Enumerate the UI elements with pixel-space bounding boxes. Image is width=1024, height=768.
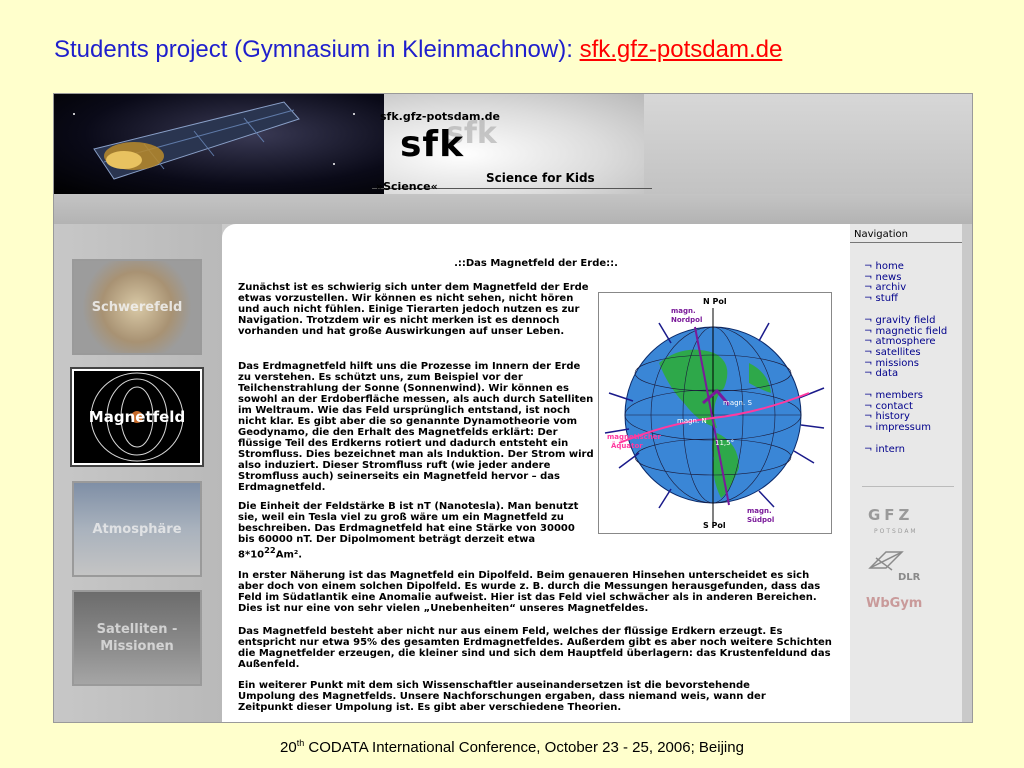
nav-link-members[interactable]: ¬ members <box>864 390 924 402</box>
magn-suedpol-label-2: Südpol <box>747 516 775 524</box>
nav-link-atmosphere[interactable]: ¬ atmosphere <box>864 336 936 348</box>
nav-tile-label: Schwerefeld <box>91 299 183 315</box>
nav-tile-satelliten[interactable] <box>72 590 202 686</box>
nav-tile-label <box>97 621 178 655</box>
content-paragraph: In erster Näherung ist das Magnetfeld ein Dipolfeld. Beim genaueren Hinsehen unterscheidet es sich aber doch von einem solchen Dipolfeld. Es wurde z. B. durch die Messungen herausgefunden, dass das Feld im Südatlantik eine Anomalie aufweist. Hier ist das Feld viel schwächer als in anderen Bereichen. Dies ist nur eine von sehr vielen „Unebenheiten“ unseres Magnetfeldes. <box>238 570 821 614</box>
nav-tile-magnetfeld[interactable] <box>72 369 202 465</box>
paragraph-text: Die Einheit der Feldstärke B ist nT (Nanotesla). Man benutzt sie, weil ein Tesla viel zu groß wäre um ein Magnetfeld zu beschreiben. Das Erdmagnetfeld hat eine Stärke von 30000 bis 60000 nT. Der Dipolmoment beträgt derzeit etwa 8*10 <box>238 501 579 561</box>
nav-link-satellites[interactable]: ¬ satellites <box>864 346 921 358</box>
content-paragraph: Ein weiterer Punkt mit dem sich Wissenschaftler auseinandersetzen ist die bevorstehende Umpolung des Magnetfelds. Unsere Nachforschungen ergaben, dass niemand weis, wann der Zeitpunkt dieser Umpolung ist. Es gibt aber verschiedene Theorien. <box>238 680 766 713</box>
content-panel <box>222 224 850 722</box>
slide-title-text: Students project (Gymnasium in Kleinmachnow): <box>54 36 580 63</box>
nav-link-home[interactable]: ¬ home <box>864 261 904 272</box>
nav-tile-label-line2: Missionen <box>100 639 174 654</box>
content-paragraph <box>238 501 594 560</box>
content-paragraph: Zunächst ist es schwierig sich unter dem Magnetfeld der Erde etwas vorzustellen. Wir können es nicht sehen, nicht hören und auch nicht fühlen. Einige Tierarten jedoch nutzen es zur Navigation. Trotzdem wir es nicht merken ist es dennoch vorhanden und hat große Auswirkungen auf unser Leben. <box>238 282 589 337</box>
nav-tile-label: Magnetfeld <box>88 407 186 426</box>
footer-number: 20 <box>280 739 297 756</box>
sfk-logo-shadow: sfk <box>446 116 497 151</box>
n-pol-label: N Pol <box>703 297 727 306</box>
earth-globe-icon <box>599 293 831 533</box>
magn-n-label: magn. N <box>677 417 707 425</box>
nav-link-news[interactable]: ¬ news <box>864 271 902 283</box>
gfz-logo-subtitle: POTSDAM <box>874 528 918 535</box>
nav-link-intern[interactable]: ¬ intern <box>864 443 906 455</box>
s-pol-label: S Pol <box>703 521 726 530</box>
nav-tile-schwerefeld[interactable] <box>72 259 202 355</box>
navigation-list <box>864 262 947 456</box>
nav-link-magnetic-field[interactable]: ¬ magnetic field <box>864 325 948 337</box>
footer-ordinal: th <box>296 738 305 748</box>
right-nav <box>850 224 972 722</box>
aequator-label-1: magnetischer <box>607 433 662 441</box>
magn-nordpol-label-2: Nordpol <box>671 316 703 324</box>
dlr-logo-text: DLR <box>898 572 921 583</box>
gfz-logo[interactable]: GFZ <box>868 506 914 524</box>
nav-link-data[interactable]: ¬ data <box>864 368 899 380</box>
aequator-label-2: Äquator <box>611 442 643 450</box>
wbgym-logo[interactable]: WbGym <box>866 596 923 611</box>
content-title: .::Das Magnetfeld der Erde::. <box>454 258 618 269</box>
website-screenshot <box>53 93 973 723</box>
magn-s-label: magn. S <box>723 399 752 407</box>
slide-title <box>54 36 782 64</box>
footer-text: CODATA International Conference, October 23 - 25, 2006; Beijing <box>304 739 744 756</box>
banner-lower-strip <box>54 194 972 224</box>
nav-link-archiv[interactable]: ¬ archiv <box>864 282 907 294</box>
left-nav <box>54 224 222 722</box>
slide-title-link[interactable]: sfk.gfz-potsdam.de <box>579 36 783 63</box>
nav-link-missions[interactable]: ¬ missions <box>864 357 919 369</box>
slide-footer <box>0 738 1024 756</box>
right-edge-strip <box>962 224 972 722</box>
nav-link-impressum[interactable]: ¬ impressum <box>864 422 931 434</box>
site-url[interactable]: sfk.gfz-potsdam.de <box>380 110 500 123</box>
nav-tile-label: Atmosphäre <box>92 521 182 537</box>
nav-tile-label-line1: Satelliten - <box>96 622 178 637</box>
navigation-heading-divider <box>850 242 962 243</box>
nav-link-stuff[interactable]: ¬ stuff <box>864 293 898 305</box>
magn-nordpol-label-1: magn. <box>671 307 696 315</box>
satellite-image <box>54 94 384 194</box>
nav-link-history[interactable]: ¬ history <box>864 411 910 423</box>
dipole-unit: Am². <box>275 549 303 561</box>
content-paragraph: Das Erdmagnetfeld hilft uns die Prozesse im Innern der Erde zu verstehen. Es schützt uns, zum Beispiel vor der Teilchenstrahlung der Sonne (Sonnenwind). Wir können es sowohl an der Erdoberfläche messen, als auch durch Satelliten im Weltraum. Wie das Feld ursprünglich entstand, ist noch nicht klar. Es gibt aber die so genannte Dynamotheorie vom Geodynamo, die den Erhalt des Magnetfelds erklärt: Der flüssige Teil des Erdkerns rotiert und dadurch entsteht ein Stromfluss. Dies bezeichnet man als Induktion. Der Strom wird also induziert. Dieser Stromfluss ruft (wie jeder andere Stromfluss auch) seinerseits ein Magnetfeld hervor – das Erdmagnetfeld. <box>238 361 594 493</box>
magn-suedpol-label-1: magn. <box>747 507 772 515</box>
nav-tile-atmosphaere[interactable] <box>72 481 202 577</box>
site-banner <box>54 94 972 224</box>
nav-link-contact[interactable]: ¬ contact <box>864 400 913 412</box>
logo-divider <box>862 486 954 487</box>
nav-link-gravity-field[interactable]: ¬ gravity field <box>864 314 936 326</box>
science-tag: »Science« <box>376 180 438 193</box>
dipole-exponent: 22 <box>264 545 276 555</box>
site-tagline: Science for Kids <box>486 171 595 185</box>
content-paragraph: Das Magnetfeld besteht aber nicht nur aus einem Feld, welches der flüssige Erdkern erzeugt. Es entspricht nur etwa 95% des gesamten Erdmagnetfeldes. Außerdem gibt es aber noch weitere Schichten die Magnetfelder erzeugen, die kleiner sind und sich dem Hauptfeld überlagern: das Krustenfeldund das Außenfeld. <box>238 626 832 670</box>
navigation-heading: Navigation <box>854 229 908 240</box>
sfk-logo[interactable]: sfk <box>400 124 465 165</box>
magnetic-field-figure <box>598 292 832 534</box>
angle-label: 11,5° <box>715 439 735 447</box>
